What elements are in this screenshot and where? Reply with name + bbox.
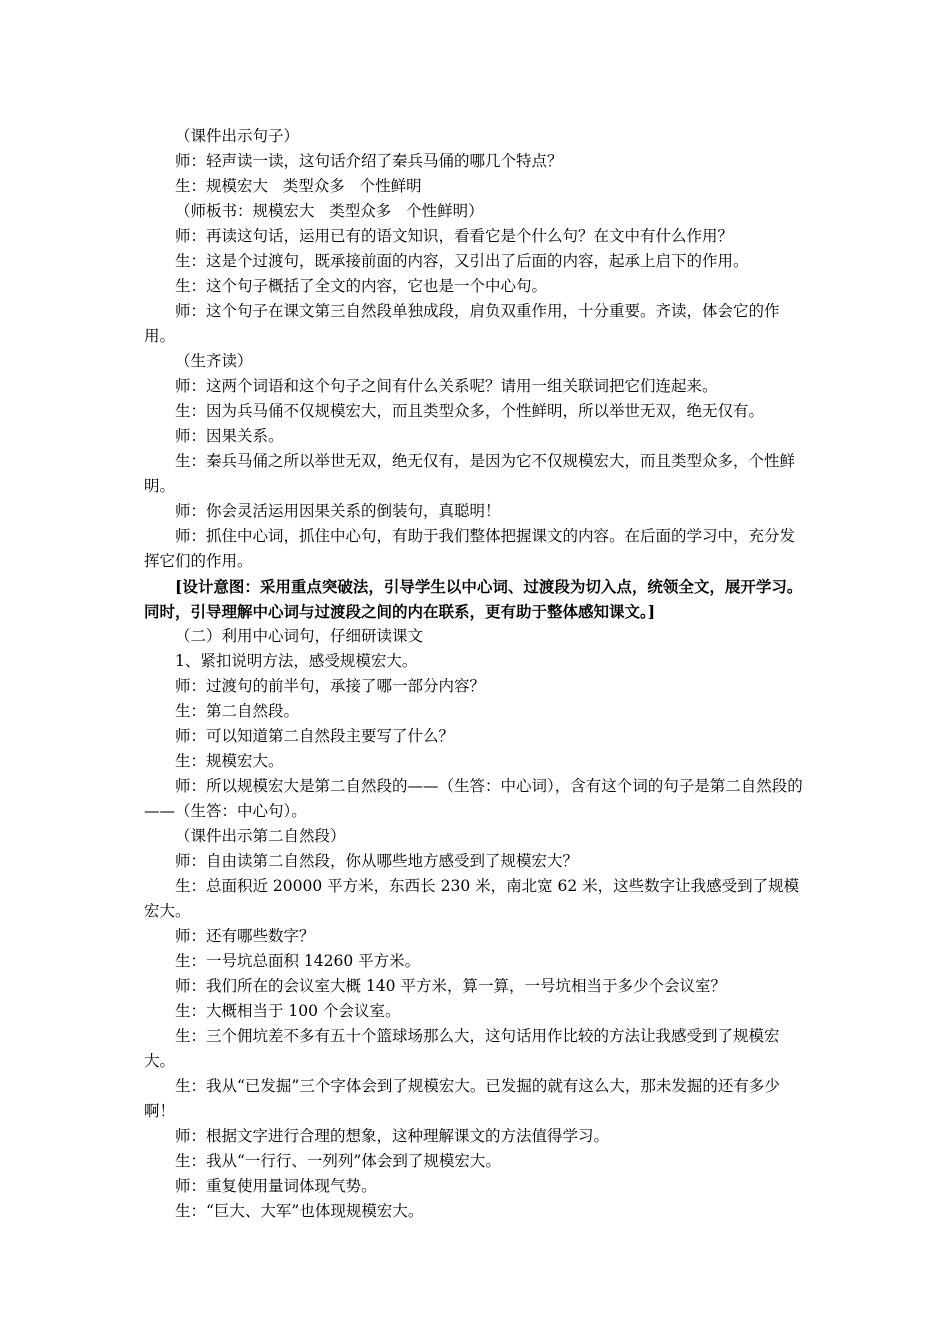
paragraph: 生：第二自然段。: [175, 702, 300, 720]
subsection-heading: 1、紧扣说明方法，感受规模宏大。: [175, 652, 418, 670]
design-intent-note: [设计意图：采用重点突破法，引导学生以中心词、过渡段为切入点，统领全文，展开学习。同时，引导理解中心词与过渡段之间的内在联系，更有助于整体感知课文。]: [144, 577, 803, 621]
paragraph: 师：这个句子在课文第三自然段单独成段，肩负双重作用，十分重要。齐读，体会它的作用。: [144, 302, 780, 345]
paragraph: 师：抓住中心词，抓住中心句，有助于我们整体把握课文的内容。在后面的学习中，充分发挥它们的作用。: [144, 527, 796, 570]
document-page: [144, 124, 810, 1224]
paragraph: （师板书：规模宏大 类型众多 个性鲜明）: [175, 202, 484, 220]
paragraph: 生：总面积近 20000 平方米，东西长 230 米，南北宽 62 米，这些数字让我感受到了规模宏大。: [144, 877, 800, 920]
paragraph: 师：所以规模宏大是第二自然段的——（生答：中心词），含有这个词的句子是第二自然段的——（生答：中心句）。: [144, 777, 803, 820]
paragraph: （生齐读）: [175, 352, 253, 370]
paragraph: 师：轻声读一读，这句话介绍了秦兵马俑的哪几个特点？: [175, 152, 563, 170]
paragraph: 生：规模宏大 类型众多 个性鲜明: [175, 177, 422, 195]
paragraph: 生：这是个过渡句，既承接前面的内容，又引出了后面的内容，起承上启下的作用。: [175, 252, 749, 270]
paragraph: 师：根据文字进行合理的想象，这种理解课文的方法值得学习。: [175, 1127, 610, 1145]
paragraph: 生：三个佣坑差不多有五十个篮球场那么大，这句话用作比较的方法让我感受到了规模宏大。: [144, 1027, 780, 1070]
paragraph: 师：重复使用量词体现气势。: [175, 1177, 377, 1195]
paragraph: 师：自由读第二自然段，你从哪些地方感受到了规模宏大？: [175, 852, 579, 870]
paragraph: 生：我从“一行行、一列列”体会到了规模宏大。: [175, 1152, 501, 1170]
paragraph: 师：可以知道第二自然段主要写了什么？: [175, 727, 455, 745]
paragraph: 生：这个句子概括了全文的内容，它也是一个中心句。: [175, 277, 548, 295]
paragraph: （课件出示句子）: [175, 127, 300, 145]
paragraph: 师：我们所在的会议室大概 140 平方米，算一算，一号坑相当于多少个会议室？: [175, 977, 726, 995]
paragraph: 师：过渡句的前半句，承接了哪一部分内容？: [175, 677, 486, 695]
paragraph: 生：秦兵马俑之所以举世无双，绝无仅有，是因为它不仅规模宏大，而且类型众多，个性鲜明。: [144, 452, 796, 495]
paragraph: 生：因为兵马俑不仅规模宏大，而且类型众多，个性鲜明，所以举世无双，绝无仅有。: [175, 402, 765, 420]
paragraph: 生：我从“已发掘”三个字体会到了规模宏大。已发掘的就有这么大，那未发掘的还有多少啊！: [144, 1077, 780, 1120]
paragraph: 生：规模宏大。: [175, 752, 284, 770]
paragraph: 师：你会灵活运用因果关系的倒装句，真聪明！: [175, 502, 501, 520]
paragraph: （课件出示第二自然段）: [175, 827, 346, 845]
paragraph: 生：“巨大、大军”也体现规模宏大。: [175, 1202, 424, 1220]
paragraph: 生：一号坑总面积 14260 平方米。: [175, 952, 421, 970]
paragraph: 师：这两个词语和这个句子之间有什么关系呢？请用一组关联词把它们连起来。: [175, 377, 718, 395]
paragraph: 师：因果关系。: [175, 427, 284, 445]
paragraph: 师：再读这句话，运用已有的语文知识，看看它是个什么句？在文中有什么作用？: [175, 227, 734, 245]
section-heading: （二）利用中心词句，仔细研读课文: [175, 627, 424, 645]
paragraph: 师：还有哪些数字？: [175, 927, 315, 945]
paragraph: 生：大概相当于 100 个会议室。: [175, 1002, 401, 1020]
